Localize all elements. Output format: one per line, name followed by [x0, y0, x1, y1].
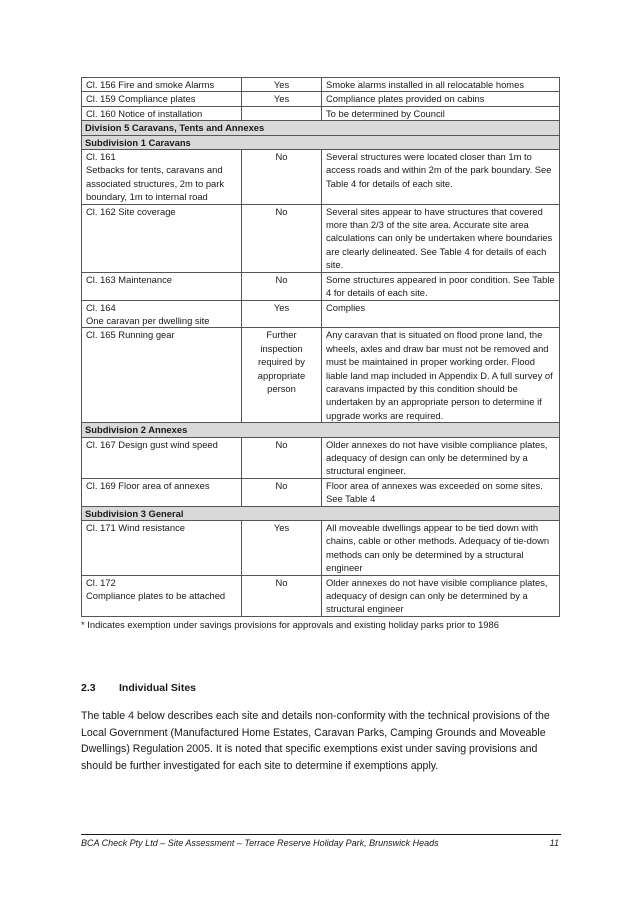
- clause-cell: Cl. 160 Notice of installation: [82, 106, 242, 120]
- status-cell: Yes: [242, 78, 322, 92]
- table-row: [82, 204, 560, 272]
- table-row: [82, 150, 560, 205]
- table-row: [82, 300, 560, 328]
- table-row: [82, 437, 560, 478]
- comment-cell: Older annexes do not have visible compliance plates, adequacy of design can only be determined by a structural engineer: [322, 575, 560, 616]
- clause-cell: Cl. 162 Site coverage: [82, 204, 242, 272]
- compliance-table-container: [81, 77, 559, 631]
- table-section-row: [82, 121, 560, 135]
- table-row: [82, 328, 560, 423]
- comment-cell: Smoke alarms installed in all relocatable homes: [322, 78, 560, 92]
- clause-cell: Cl. 167 Design gust wind speed: [82, 437, 242, 478]
- clause-cell: Cl. 159 Compliance plates: [82, 92, 242, 106]
- section-paragraph: The table 4 below describes each site and details non-conformity with the technical provisions of the Local Government (Manufactured Home Estates, Caravan Parks, Camping Grounds and Moveable Dwellings) Regulation 2005. It is noted that specific exemptions exist under saving provisions and should be further investigated for each site to determine if exemptions apply.: [81, 710, 550, 772]
- compliance-table-body: [82, 78, 560, 617]
- clause-cell: Cl. 163 Maintenance: [82, 272, 242, 300]
- comment-cell: Compliance plates provided on cabins: [322, 92, 560, 106]
- status-cell: [242, 106, 322, 120]
- status-cell: No: [242, 204, 322, 272]
- status-cell: No: [242, 437, 322, 478]
- status-cell: Further inspection required by appropriate person: [242, 328, 322, 423]
- status-cell: Yes: [242, 92, 322, 106]
- table-row: [82, 272, 560, 300]
- clause-cell: Cl. 164 One caravan per dwelling site: [82, 300, 242, 328]
- footer-rule: [81, 834, 561, 835]
- table-row: [82, 575, 560, 616]
- section-heading: [81, 682, 196, 694]
- comment-cell: Some structures appeared in poor condition. See Table 4 for details of each site.: [322, 272, 560, 300]
- status-cell: No: [242, 150, 322, 205]
- clause-cell: Cl. 171 Wind resistance: [82, 521, 242, 576]
- comment-cell: To be determined by Council: [322, 106, 560, 120]
- section-title: Individual Sites: [119, 682, 197, 694]
- comment-cell: Older annexes do not have visible compliance plates, adequacy of design can only be determined by a structural engineer.: [322, 437, 560, 478]
- page-footer: [81, 838, 559, 848]
- table-row: [82, 521, 560, 576]
- comment-cell: Floor area of annexes was exceeded on some sites. See Table 4: [322, 478, 560, 506]
- status-cell: No: [242, 272, 322, 300]
- comment-cell: Several structures were located closer than 1m to access roads and within 2m of the park boundary. See Table 4 for details of each site.: [322, 150, 560, 205]
- table-section-row: [82, 135, 560, 149]
- table-row: [82, 78, 560, 92]
- table-row: [82, 92, 560, 106]
- clause-cell: Cl. 169 Floor area of annexes: [82, 478, 242, 506]
- comment-cell: Complies: [322, 300, 560, 328]
- section-label: Subdivision 1 Caravans: [82, 135, 560, 149]
- status-cell: Yes: [242, 521, 322, 576]
- status-cell: No: [242, 478, 322, 506]
- compliance-table: [81, 77, 560, 617]
- section-number: 2.3: [81, 682, 96, 694]
- clause-cell: Cl. 172 Compliance plates to be attached: [82, 575, 242, 616]
- table-row: [82, 106, 560, 120]
- section-label: Division 5 Caravans, Tents and Annexes: [82, 121, 560, 135]
- status-cell: Yes: [242, 300, 322, 328]
- clause-cell: Cl. 165 Running gear: [82, 328, 242, 423]
- section-label: Subdivision 3 General: [82, 506, 560, 520]
- page-number: 11: [549, 838, 559, 848]
- clause-cell: Cl. 161 Setbacks for tents, caravans and associated structures, 2m to park boundary, 1m to internal road: [82, 150, 242, 205]
- comment-cell: Several sites appear to have structures that covered more than 2/3 of the site area. Accurate site area calculations can only be undertaken where boundaries are clearly delineated. See Table 4 for details of each site.: [322, 204, 560, 272]
- table-footnote: * Indicates exemption under savings provisions for approvals and existing holiday parks prior to 1986: [81, 618, 499, 630]
- comment-cell: All moveable dwellings appear to be tied down with chains, cable or other methods. Adequacy of tie-down methods can only be determined by a structural engineer: [322, 521, 560, 576]
- status-cell: No: [242, 575, 322, 616]
- table-section-row: [82, 423, 560, 437]
- comment-cell: Any caravan that is situated on flood prone land, the wheels, axles and draw bar must not be removed and must be maintained in proper working order. Flood liable land map included in Appendix D. A full survey of caravans impacted by this condition should be undertaken by an appropriate person to determine if upgrade works are required.: [322, 328, 560, 423]
- section-label: Subdivision 2 Annexes: [82, 423, 560, 437]
- table-row: [82, 478, 560, 506]
- clause-cell: Cl. 156 Fire and smoke Alarms: [82, 78, 242, 92]
- footer-text: BCA Check Pty Ltd – Site Assessment – Terrace Reserve Holiday Park, Brunswick Heads: [81, 838, 439, 848]
- table-section-row: [82, 506, 560, 520]
